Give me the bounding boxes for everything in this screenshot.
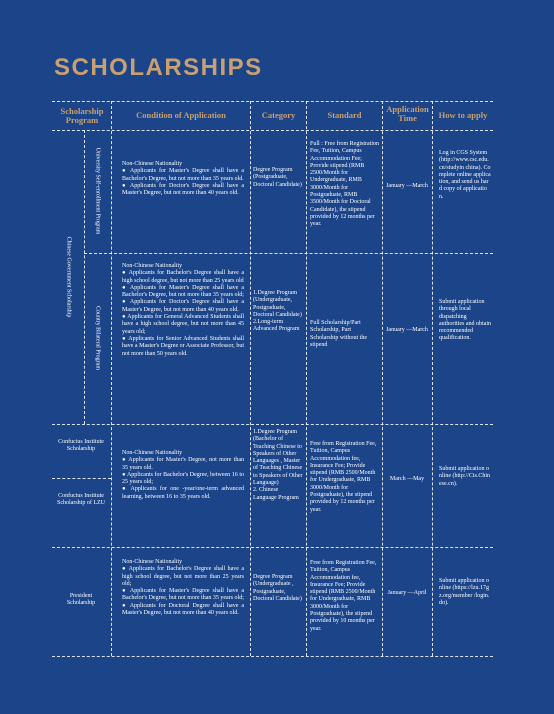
header-category: Category (261, 110, 296, 120)
category-self-enrollment: Degree Program (Postgraduate, Doctoral Candidate) (253, 167, 302, 188)
page-title: SCHOLARSHIPS (54, 54, 263, 81)
group-label-csg: Chinese Government Scholarship (65, 236, 72, 318)
condition-item: Non-Chinese Nationality (122, 559, 183, 565)
category-president: Degree Program (Undergraduate , Postgraduate, Doctoral Candidate) (253, 574, 302, 602)
header-condition: Condition of Application (136, 110, 226, 120)
table-top-border (52, 101, 493, 102)
row-divider-confucius (52, 424, 493, 425)
condition-item: ● Applicants for Master's Degree, not more than 35 years old. (122, 457, 244, 471)
conditions-self-enrollment (122, 161, 244, 197)
category-item: 1.Degree Program (Undergraduate, Postgraduate, Doctoral Candidate) (253, 290, 302, 318)
category-item: 1.Degree Program (Bachelor of Teaching Chinese to Speakers of Other Languages , Master of Teaching Chinese to Speakers of Other Language) (253, 429, 303, 487)
condition-item: ● Applicants for Doctor's Degree shall have a Master's Degree, but not more than 40 years old. (122, 299, 244, 313)
standard-country-bilateral: Full Scholarship/Part Scholarship, Part Scholarship without the stipend (310, 320, 367, 348)
header-standard: Standard (327, 110, 362, 120)
condition-item: ● Applicants for one -year/one-term advanced learning, between 16 to 35 years old. (122, 486, 244, 500)
col-divider-time (432, 101, 433, 656)
how-confucius: Submit application online (http://Cis.Chinese.cn). (439, 466, 491, 487)
condition-item: ● Applicants for Master's Degree shall have a Bachelor's Degree, but not more than 35 years old; (122, 588, 244, 602)
condition-item: Non-Chinese Nationality (122, 263, 183, 269)
col-divider-standard (382, 101, 383, 656)
program-president: President Scholarship (66, 593, 96, 607)
condition-item: ● Applicants for Bachelor's Degree shall have a high school degree, but not more than 25 years old; (122, 566, 244, 587)
conditions-president (122, 559, 244, 617)
category-country-bilateral (253, 290, 303, 334)
header-bottom-border (52, 130, 493, 131)
category-confucius (253, 429, 303, 502)
standard-president: Free from Registration Fee, Tuition, Campus Accommodation fee, Insurance Fee; Provide stipend (RMB 2500/Month for Undergraduate, RMB 3000/Month for Postgraduate), the stipend provided by 10 months per year. (310, 560, 377, 632)
category-item: 2.Long-term Advanced Program (253, 319, 300, 333)
standard-confucius: Free from Registration Fee, Tuition, Campus Accommodation fee, Insurance Fee; Provide stipend (RMB 2500/Month for Undergraduate, RMB 3000/Month for Postgraduate), the stipend provided by 12 months per year. (310, 441, 377, 513)
conditions-country-bilateral (122, 263, 244, 358)
condition-item: ● Applicants for Bachelor's Degree shall have a high school degree, but not more than 25 years old (122, 270, 244, 284)
how-self-enrollment: Log in CGS System (http://www.csc.edu.cn/studyin china). Complete online application, and send us hard copy of application. (439, 150, 491, 200)
col-divider-condition (250, 101, 251, 656)
conditions-confucius (122, 450, 244, 501)
table-bottom-border (52, 656, 493, 657)
header-time: Application Time (386, 104, 429, 123)
header-program: Scholarship Program (60, 106, 104, 125)
row-divider-confucius-lzu (52, 478, 111, 479)
condition-item: ● Applicants for Master's Degree shall have a Bachelor's Degree, but not more than 35 years old. (122, 168, 244, 182)
standard-self-enrollment: Full : Free from Registration Fee, Tuition, Campus Accommodation Fee; Provide stipend (RMB 2500/Month for Undergraduate, RMB 3000/Month for Postgraduate, RMB 3500/Month for Doctoral Candidate), the stipend provided by 12 months per year. (310, 141, 379, 228)
condition-item: ● Applicants for Doctor's Degree shall have a Master's Degree, but not more than 40 years old. (122, 182, 244, 197)
col-divider-program-sub (84, 130, 85, 424)
condition-item: Non-Chinese Nationality (122, 161, 183, 167)
time-president: January —April (387, 590, 427, 596)
time-self-enrollment: January —March (386, 183, 428, 189)
row-divider-president (52, 547, 493, 548)
condition-item: ● Applicants for Bachelor's Degree, between 16 to 25 years old; (122, 471, 244, 486)
time-country-bilateral: January —March (386, 327, 428, 333)
program-country-bilateral: Country Bilateral Program (94, 306, 101, 370)
how-president: Submit application online (https://lzu.17gz.org/member /login.do). (439, 578, 490, 606)
how-country-bilateral: Submit application through local dispatching authorities and obtain recommended qualification. (439, 299, 491, 342)
program-confucius-lzu: Confucius Institute Scholarship of LZU (57, 493, 105, 507)
col-divider-category (306, 101, 307, 656)
col-divider-program (111, 101, 112, 656)
condition-item: Non-Chinese Nationality (122, 450, 183, 456)
time-confucius: March —May (389, 476, 425, 482)
condition-item: ● Applicants for Master's Degree shall have a Bachelor's Degree, but not more than 35 years old; (122, 284, 244, 299)
header-how: How to apply (438, 110, 488, 120)
program-confucius: Confucius Institute Scholarship (58, 439, 104, 453)
condition-item: ● Applicants for Doctoral Degree shall have a Master's Degree, but not more than 40 years old. (122, 602, 244, 617)
category-item: 2. Chinese Language Program (253, 487, 299, 501)
condition-item: ● Applicants for General Advanced Students shall have a high school degree, but not more than 45 years old; (122, 314, 244, 335)
condition-item: ● Applicants for Senior Advanced Students shall have a Master's Degree or Associate Professor, but not more than 50 years old. (122, 335, 244, 357)
program-self-enrollment: University Self-enrollment Program (94, 147, 101, 235)
